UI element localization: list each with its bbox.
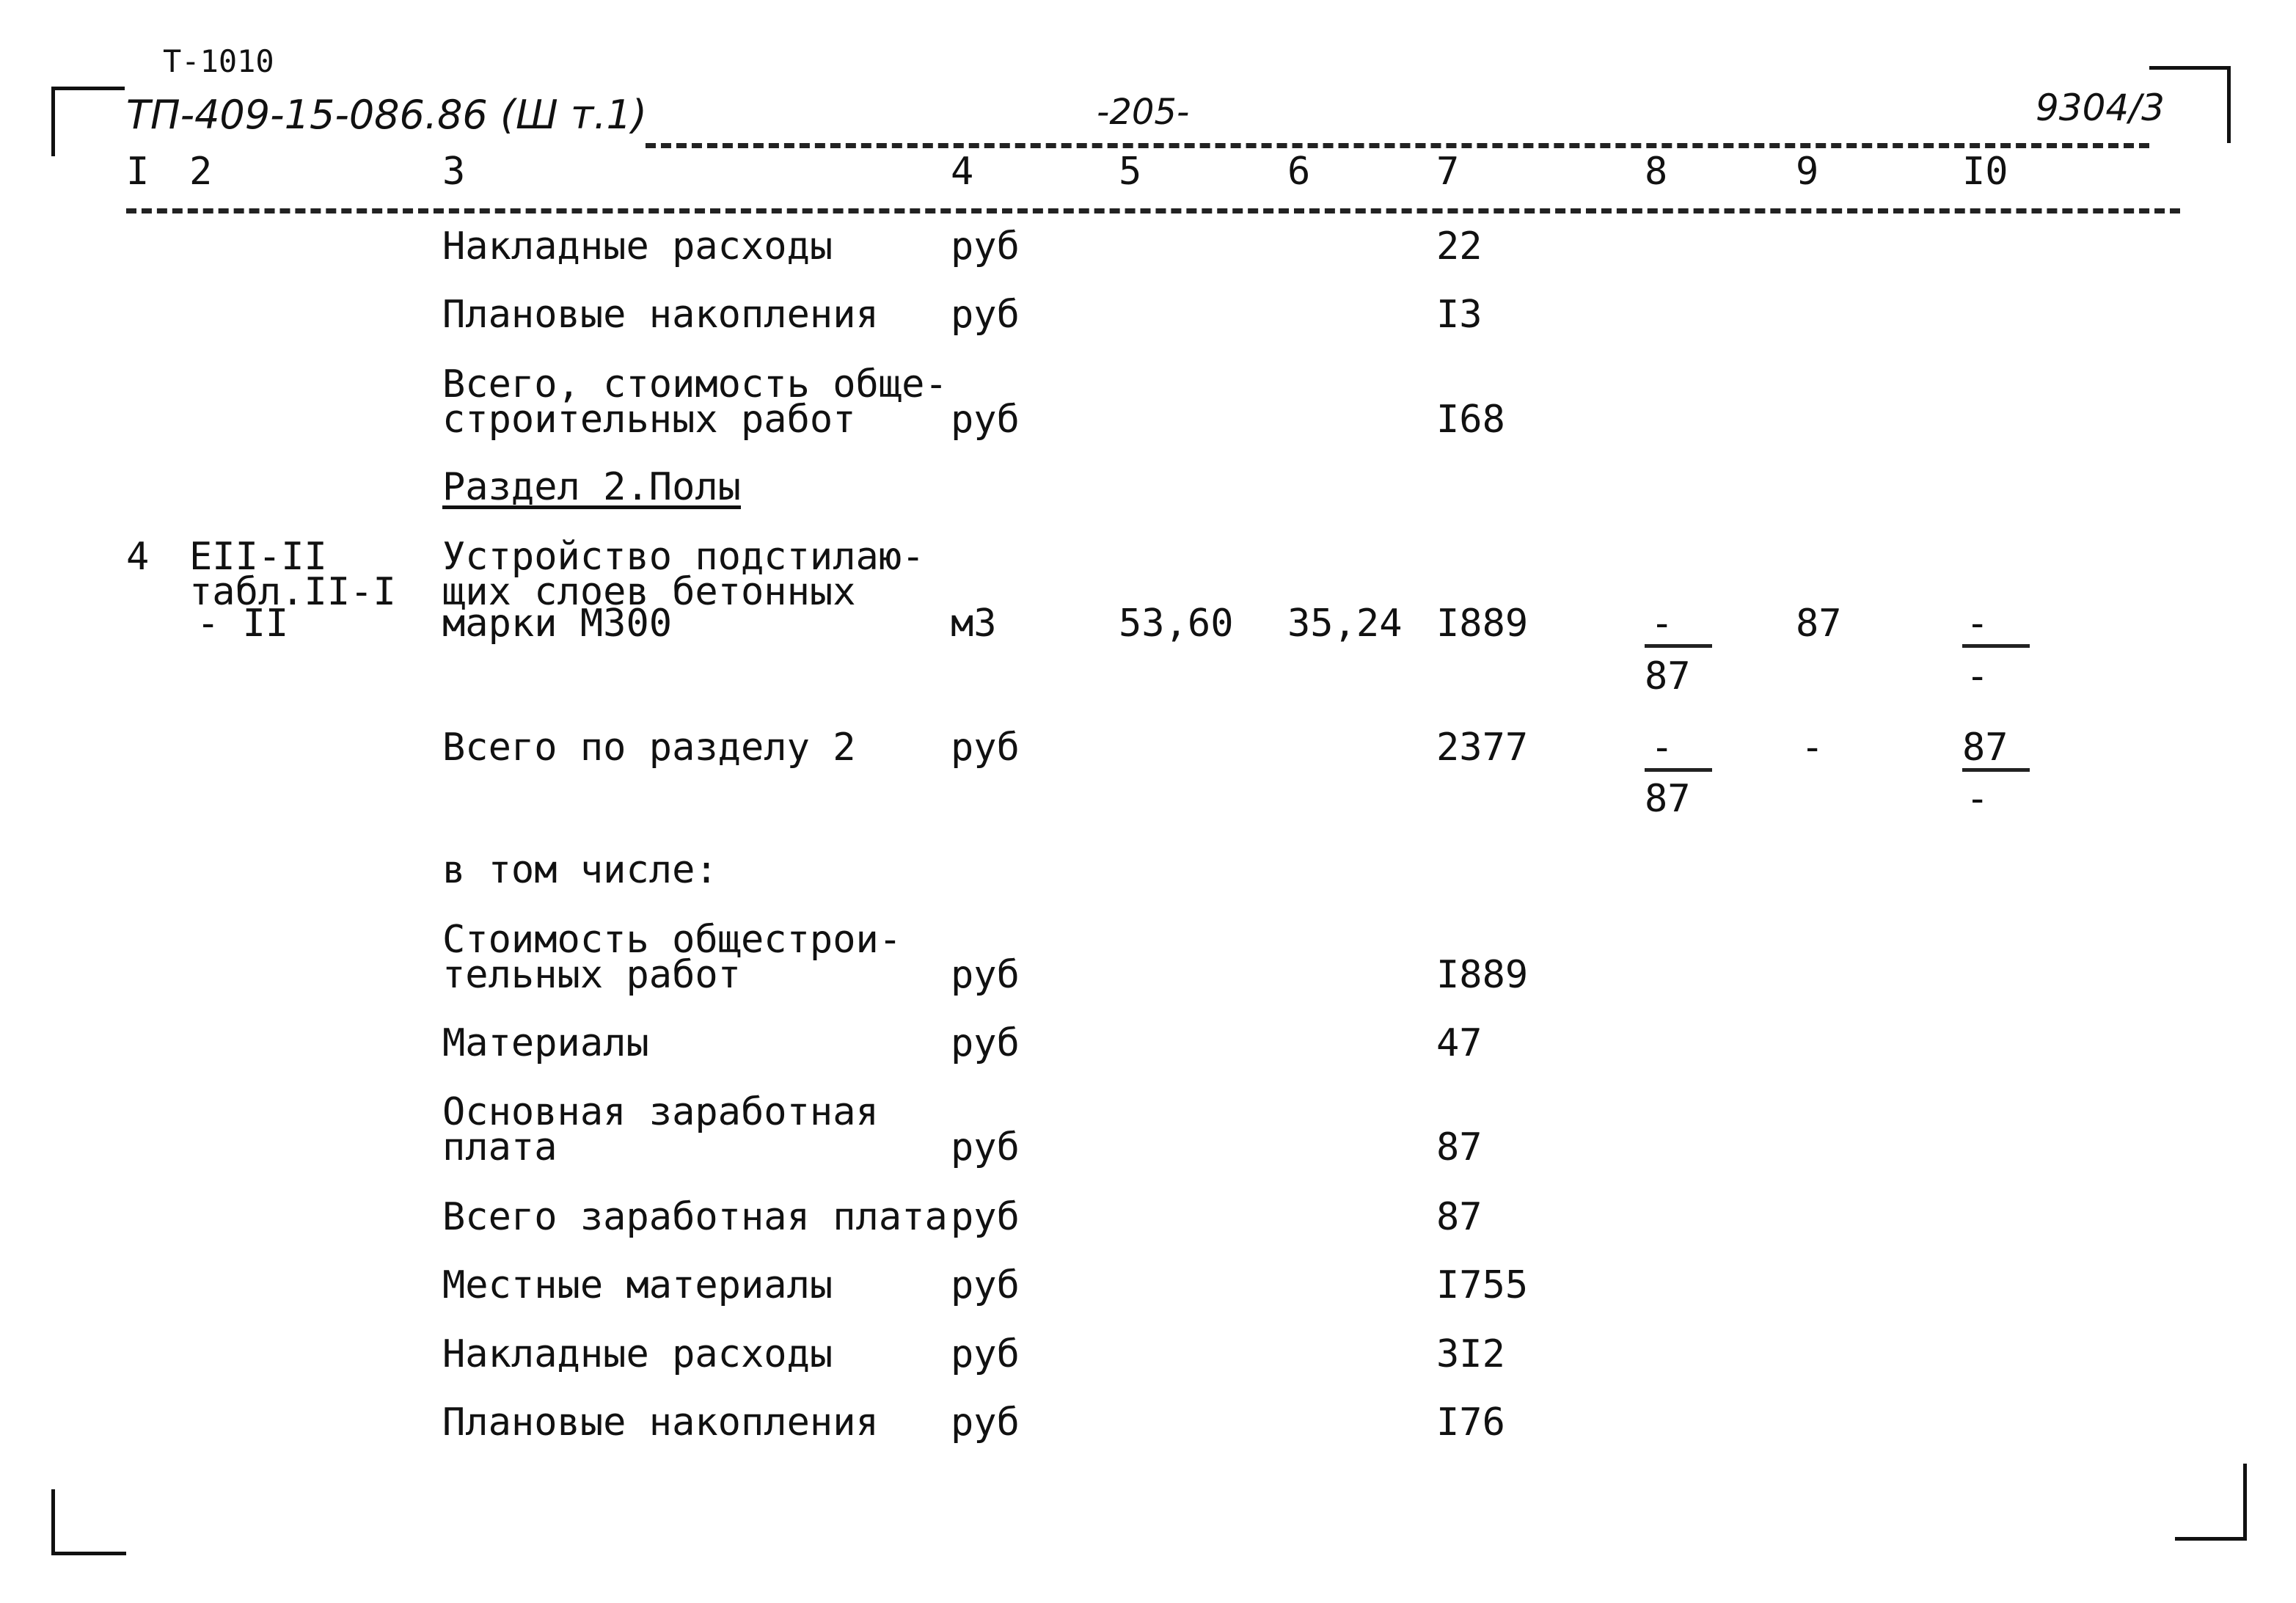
row-4-number: 4	[126, 535, 150, 579]
row-10-unit: руб	[951, 1195, 1020, 1239]
row-12-col7: 3I2	[1436, 1332, 1505, 1376]
row-4-name-line-1: Устройство подстилаю-	[442, 535, 925, 579]
row-0-col7: 22	[1436, 224, 1482, 269]
row-0-unit: руб	[951, 224, 1020, 269]
header-top-rule	[646, 143, 2149, 148]
column-header-7: 7	[1436, 150, 1460, 194]
row-11-col7: I755	[1436, 1263, 1529, 1307]
row-4-col7: I889	[1436, 602, 1529, 646]
row-11-unit: руб	[951, 1263, 1020, 1307]
row-2-col7: I68	[1436, 398, 1505, 442]
row-9-name-line-2: плата	[442, 1125, 557, 1169]
row-11-name: Местные материалы	[442, 1263, 833, 1307]
column-header-6: 6	[1287, 150, 1311, 194]
frame-corner-top-right-h	[2149, 66, 2230, 70]
document-number: ТП-409-15-086.86 (Ш т.1)	[126, 92, 647, 138]
column-header-1: I	[126, 150, 150, 194]
row-1-unit: руб	[951, 293, 1020, 337]
row-5-col8-bottom: 87	[1645, 777, 1691, 821]
row-9-name-line-1: Основная заработная	[442, 1090, 879, 1134]
frame-corner-bottom-left-h	[51, 1552, 126, 1555]
row-5-col8-fraction-bar	[1645, 768, 1712, 772]
row-13-unit: руб	[951, 1401, 1020, 1445]
column-header-8: 8	[1645, 150, 1668, 194]
row-4-name-line-2: щих слоев бетонных	[442, 570, 856, 614]
row-4-unit: м3	[951, 602, 997, 646]
row-7-col7: I889	[1436, 953, 1529, 997]
row-2-name-line-1: Всего, стоимость обще-	[442, 362, 948, 406]
row-2-name-line-2: строительных работ	[442, 398, 856, 442]
row-4-col10-fraction-bar	[1962, 644, 2030, 648]
row-4-col10-top: -	[1966, 602, 1989, 646]
row-4-code-line-1: ЕII-II	[189, 535, 327, 579]
frame-corner-top-left-h	[51, 87, 125, 90]
row-0-name: Накладные расходы	[442, 224, 833, 269]
row-4-code-line-2: табл.II-I	[189, 570, 396, 614]
row-5-col7: 2377	[1436, 726, 1529, 770]
column-header-4: 4	[951, 150, 974, 194]
row-4-col5: 53,60	[1119, 602, 1234, 646]
row-7-name-line-2: тельных работ	[442, 953, 741, 997]
row-5-col9: -	[1801, 726, 1824, 770]
row-8-name: Материалы	[442, 1021, 649, 1065]
row-9-col7: 87	[1436, 1125, 1482, 1169]
page-number: -205-	[1097, 92, 1190, 133]
frame-corner-bottom-left-v	[51, 1489, 55, 1555]
row-4-col10-bottom: -	[1966, 654, 1989, 698]
row-5-col8-top: -	[1650, 726, 1674, 770]
row-10-col7: 87	[1436, 1195, 1482, 1239]
row-10-name: Всего заработная плата	[442, 1195, 948, 1239]
row-13-col7: I76	[1436, 1401, 1505, 1445]
frame-corner-bottom-right-h	[2175, 1537, 2247, 1541]
row-4-code-line-3: - II	[197, 602, 289, 646]
row-4-col8-top: -	[1650, 602, 1674, 646]
column-header-5: 5	[1119, 150, 1142, 194]
row-5-col10-bottom: -	[1966, 777, 1989, 821]
frame-corner-top-left-v	[51, 87, 55, 156]
row-1-name: Плановые накопления	[442, 293, 879, 337]
frame-corner-top-right-v	[2227, 66, 2231, 143]
row-5-col10-top: 87	[1962, 726, 2008, 770]
row-5-col10-fraction-bar	[1962, 768, 2030, 772]
row-4-col8-fraction-bar	[1645, 644, 1712, 648]
row-4-col8-bottom: 87	[1645, 654, 1691, 698]
column-header-2: 2	[189, 150, 213, 194]
column-header-10: I0	[1962, 150, 2008, 194]
row-12-name: Накладные расходы	[442, 1332, 833, 1376]
row-4-col6: 35,24	[1287, 602, 1403, 646]
row-12-unit: руб	[951, 1332, 1020, 1376]
row-5-name: Всего по разделу 2	[442, 726, 856, 770]
row-4-col9: 87	[1796, 602, 1842, 646]
section-heading: Раздел 2.Полы	[442, 465, 741, 509]
row-7-unit: руб	[951, 953, 1020, 997]
row-4-name-line-3: марки М300	[442, 602, 673, 646]
column-header-3: 3	[442, 150, 466, 194]
frame-corner-bottom-right-v	[2243, 1464, 2247, 1541]
header-bottom-rule	[126, 208, 2180, 213]
row-2-unit: руб	[951, 398, 1020, 442]
row-13-name: Плановые накопления	[442, 1401, 879, 1445]
row-5-unit: руб	[951, 726, 1020, 770]
row-6-name: в том числе:	[442, 848, 718, 892]
row-8-col7: 47	[1436, 1021, 1482, 1065]
row-8-unit: руб	[951, 1021, 1020, 1065]
row-1-col7: I3	[1436, 293, 1482, 337]
row-9-unit: руб	[951, 1125, 1020, 1169]
sheet-code: Т-1010	[163, 43, 274, 79]
row-7-name-line-1: Стоимость общестрои-	[442, 918, 902, 962]
column-header-9: 9	[1796, 150, 1819, 194]
inventory-number: 9304/3	[2036, 87, 2165, 129]
